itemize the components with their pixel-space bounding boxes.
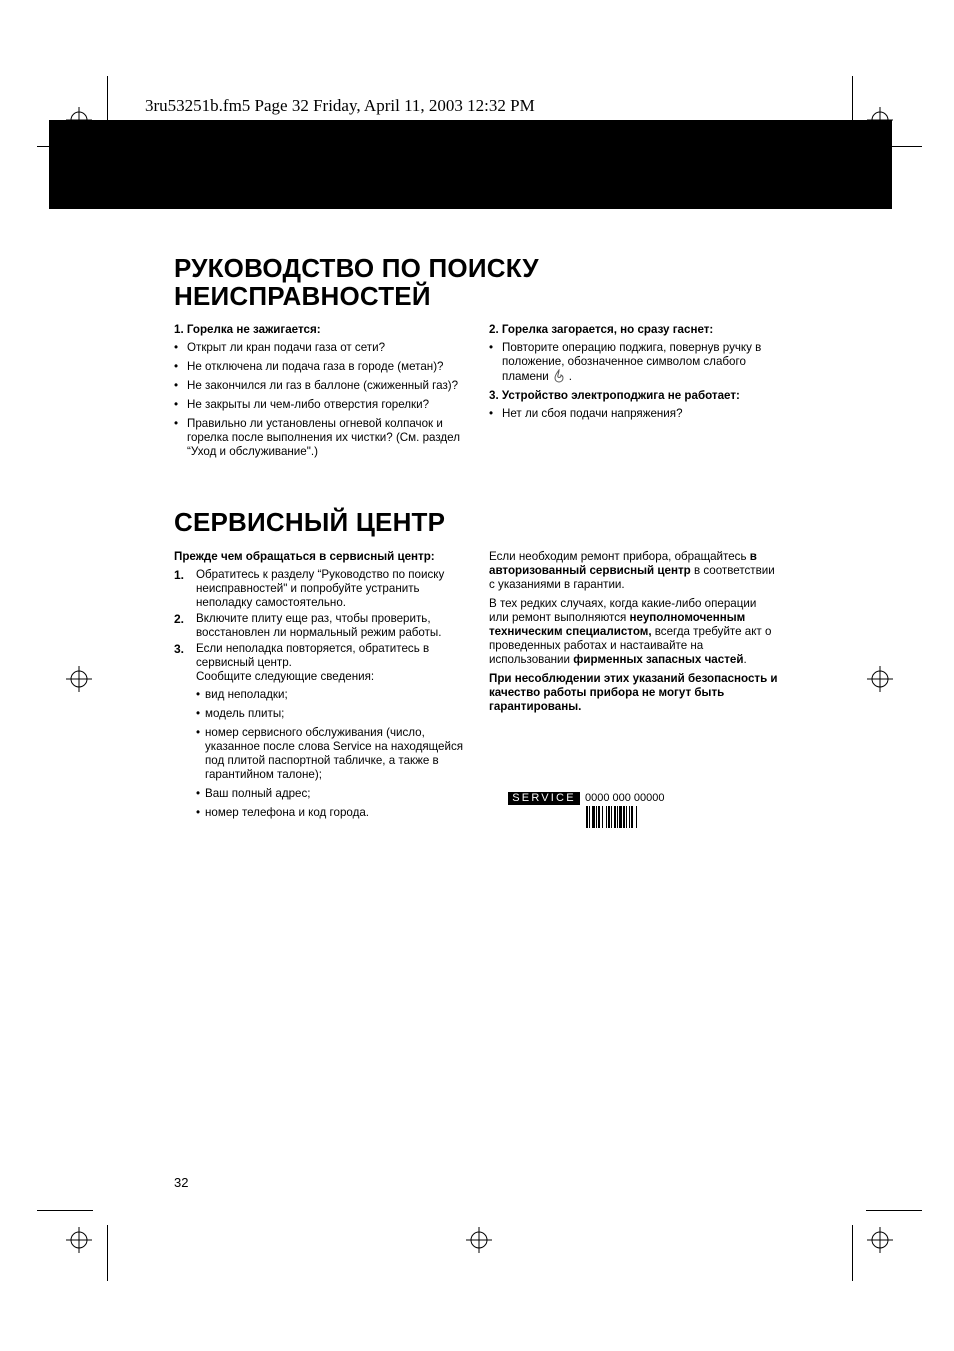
step-item xyxy=(174,568,469,610)
list-item: • Не закончился ли газ в баллоне (сжиженный газ)? xyxy=(174,379,469,393)
troubleshooting-title xyxy=(174,254,539,310)
step-text: Если неполадка повторяется, обратитесь в сервисный центр. xyxy=(196,642,430,669)
paragraph xyxy=(489,550,779,592)
step-item xyxy=(174,612,469,640)
title-line: НЕИСПРАВНОСТЕЙ xyxy=(174,281,431,311)
list-item: • Не отключена ли подача газа в городе (метан)? xyxy=(174,360,469,374)
step-text: Обратитесь к разделу “Руководство по поиску неисправностей" и попробуйте устранить неполадку самостоятельно. xyxy=(196,568,445,609)
warning-paragraph: При несоблюдении этих указаний безопасность и качество работы прибора не могут быть гарантированы. xyxy=(489,672,778,713)
black-band xyxy=(49,120,892,209)
service-number: 0000 000 00000 xyxy=(585,792,665,804)
service-label: SERVICE xyxy=(508,792,580,805)
section-heading: 1. Горелка не зажигается: xyxy=(174,323,321,336)
crop-mark xyxy=(37,1210,93,1211)
text: Если необходим ремонт прибора, обращайтесь xyxy=(489,550,750,563)
registration-mark-icon xyxy=(66,107,92,133)
text: . xyxy=(743,653,747,666)
section-heading: 3. Устройство электроподжига не работает: xyxy=(489,389,740,402)
section-heading: Прежде чем обращаться в сервисный центр: xyxy=(174,550,435,563)
crop-mark xyxy=(866,1210,922,1211)
detail-item: • номер сервисного обслуживания (число, указанное после слова Service на находящейся под плитой паспортной табличке, а также в гарантийном талоне); xyxy=(196,726,469,782)
detail-item: • номер телефона и код города. xyxy=(196,806,469,820)
list-item: • Правильно ли установлены огневой колпачок и горелка после выполнения их чистки? (См. раздел “Уход и обслуживание".) xyxy=(174,417,469,459)
text-bold: в авторизованный сервисный центр xyxy=(489,550,757,577)
detail-item: • модель плиты; xyxy=(196,707,469,721)
list-item: • Не закрыты ли чем-либо отверстия горелки? xyxy=(174,398,469,412)
text: В тех редких случаях, когда какие-либо операции или ремонт выполняются xyxy=(489,597,757,624)
paragraph xyxy=(489,597,779,667)
troubleshooting-left-column xyxy=(174,323,469,464)
registration-mark-icon xyxy=(66,1227,92,1253)
text-bold: фирменных запасных частей xyxy=(573,653,744,666)
barcode-icon xyxy=(586,806,670,828)
crop-mark xyxy=(107,1225,108,1281)
crop-mark xyxy=(107,76,108,146)
flame-low-icon xyxy=(552,369,566,383)
troubleshooting-right-column xyxy=(489,323,789,426)
detail-item: • Ваш полный адрес; xyxy=(196,787,469,801)
list-item-text: Повторите операцию поджига, повернув ручку в положение, обозначенное символом слабого пламени xyxy=(502,341,762,383)
registration-mark-icon xyxy=(867,107,893,133)
crop-mark xyxy=(852,1225,853,1281)
step-number: 3. xyxy=(174,642,185,656)
step-number: 2. xyxy=(174,612,185,626)
registration-mark-icon xyxy=(466,1227,492,1253)
service-right-column xyxy=(489,550,779,717)
text-bold: неуполномоченным техническим специалистом, xyxy=(489,611,746,638)
service-left-column xyxy=(174,550,469,825)
registration-mark-icon xyxy=(867,1227,893,1253)
step-item xyxy=(174,642,469,820)
page-number: 32 xyxy=(174,1175,189,1190)
section-heading: 2. Горелка загорается, но сразу гаснет: xyxy=(489,323,714,336)
service-title: СЕРВИСНЫЙ ЦЕНТР xyxy=(174,507,446,537)
list-item: • Открыт ли кран подачи газа от сети? xyxy=(174,341,469,355)
detail-item: • вид неполадки; xyxy=(196,688,469,702)
list-item-text: . xyxy=(568,370,573,383)
list-item xyxy=(489,341,789,384)
print-header: 3ru53251b.fm5 Page 32 Friday, April 11, 2003 12:32 PM xyxy=(145,96,535,115)
step-text: Включите плиту еще раз, чтобы проверить, восстановлен ли нормальный режим работы. xyxy=(196,612,442,639)
text: в соответствии с указаниями в гарантии. xyxy=(489,564,775,591)
title-line: РУКОВОДСТВО ПО ПОИСКУ xyxy=(174,253,539,283)
step-number: 1. xyxy=(174,568,185,582)
text: всегда требуйте акт о проведенных работах и настаивайте на использовании xyxy=(489,625,772,666)
registration-mark-icon xyxy=(66,666,92,692)
registration-mark-icon xyxy=(867,666,893,692)
list-item: • Нет ли сбоя подачи напряжения? xyxy=(489,407,789,421)
crop-mark xyxy=(852,76,853,146)
crop-mark xyxy=(37,146,93,147)
crop-mark xyxy=(866,146,922,147)
step-text: Сообщите следующие сведения: xyxy=(196,670,375,683)
